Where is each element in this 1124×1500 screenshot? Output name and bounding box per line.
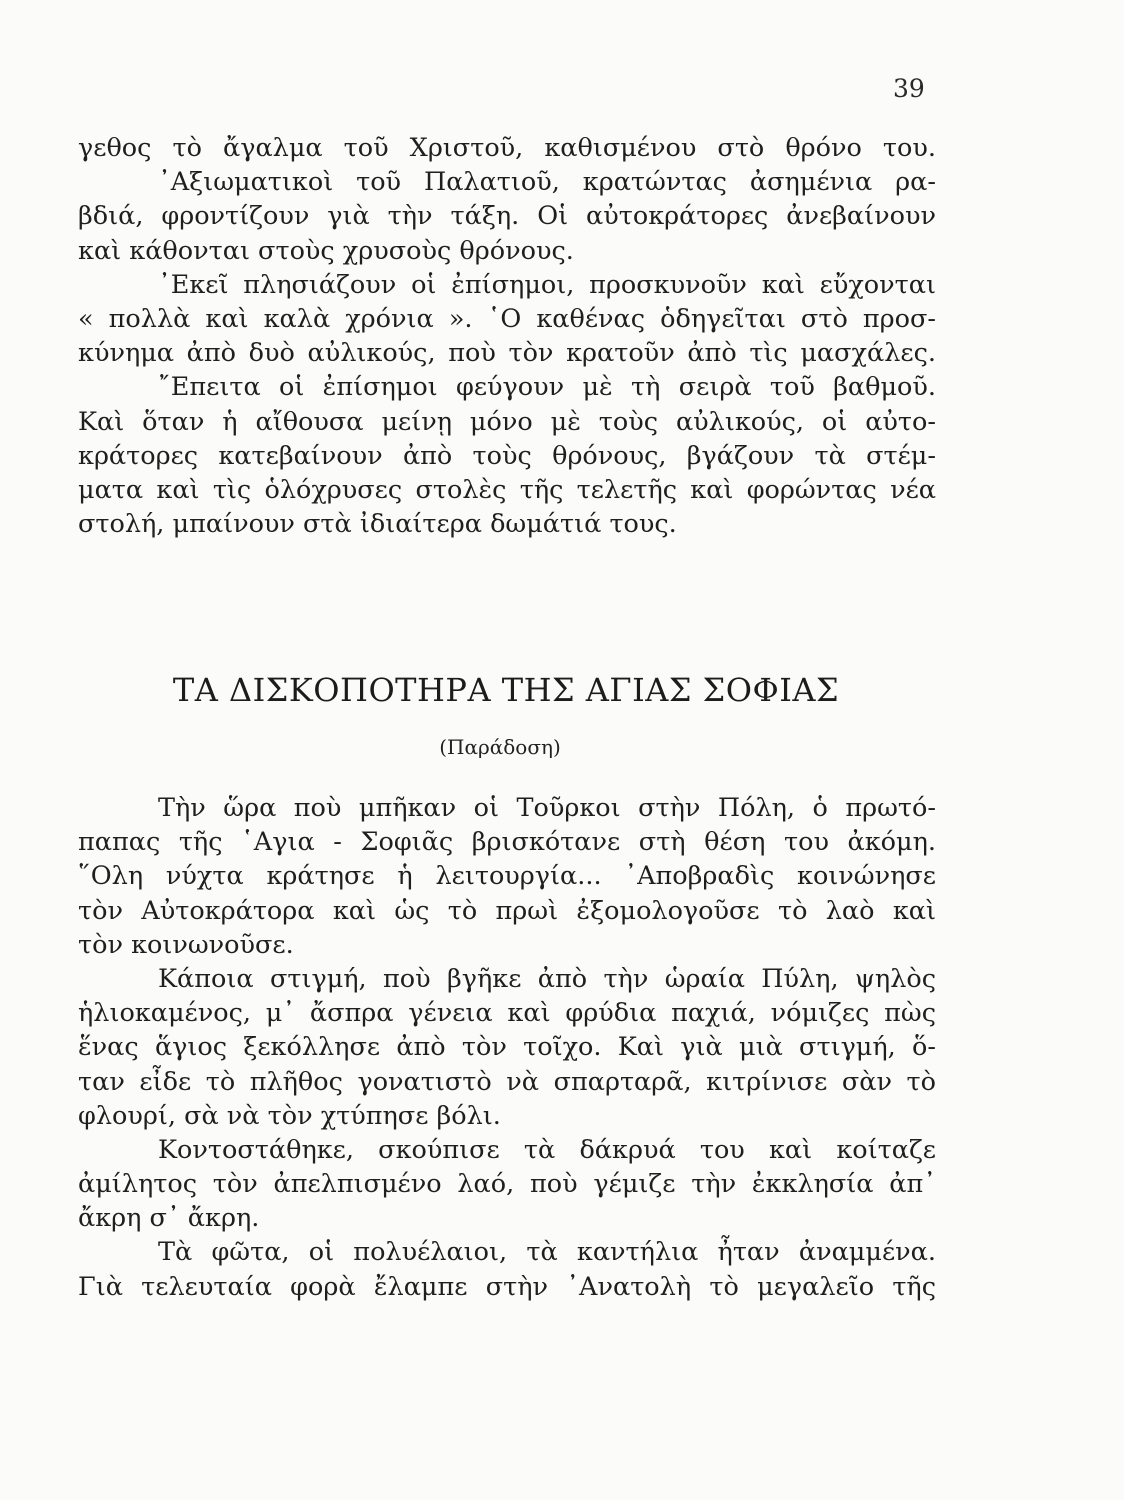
text-line: τὸν κοινωνοῦσε.: [78, 929, 294, 960]
section-subtitle: (Παράδοση): [439, 735, 561, 759]
text-line: ᾿Αξιωματικοὶ τοῦ Παλατιοῦ, κρατώντας ἀσημένια ρα-: [158, 167, 936, 198]
section-title: ΤΑ ΔΙΣΚΟΠΟΤΗΡΑ ΤΗΣ ΑΓΙΑΣ ΣΟΦΙΑΣ: [172, 671, 840, 709]
text-line: βδιά, φροντίζουν γιὰ τὴν τάξη. Οἱ αὐτοκράτορες ἀνεβαίνουν: [78, 201, 936, 232]
text-line: ᾿Εκεῖ πλησιάζουν οἱ ἐπίσημοι, προσκυνοῦν καὶ εὔχονται: [158, 269, 936, 300]
text-block-top: [78, 131, 936, 541]
text-line: ἄκρη σ᾿ ἄκρη.: [78, 1203, 260, 1234]
text-line: Τὰ φῶτα, οἱ πολυέλαιοι, τὰ καντήλια ἦταν ἀναμμένα.: [158, 1237, 936, 1268]
text-line: Γιὰ τελευταία φορὰ ἔλαμπε στὴν ᾿Ανατολὴ τὸ μεγαλεῖο τῆς: [78, 1271, 936, 1302]
text-line: Κοντοστάθηκε, σκούπισε τὰ δάκρυά του καὶ κοίταζε: [158, 1134, 936, 1165]
text-line: ῞Ολη νύχτα κράτησε ἡ λειτουργία... ᾿Αποβραδὶς κοινώνησε: [78, 861, 936, 892]
text-line: κράτορες κατεβαίνουν ἀπὸ τοὺς θρόνους, βγάζουν τὰ στέμ-: [78, 440, 936, 471]
text-line: φλουρί, σὰ νὰ τὸν χτύπησε βόλι.: [78, 1100, 501, 1131]
text-line: ἕνας ἅγιος ξεκόλλησε ἀπὸ τὸν τοῖχο. Καὶ γιὰ μιὰ στιγμή, ὅ-: [78, 1032, 936, 1063]
text-line: ἀμίλητος τὸν ἀπελπισμένο λαό, ποὺ γέμιζε τὴν ἐκκλησία ἀπ᾿: [78, 1169, 936, 1200]
text-line: τὸν Αὐτοκράτορα καὶ ὡς τὸ πρωὶ ἐξομολογοῦσε τὸ λαὸ καὶ: [78, 895, 936, 926]
text-line: Τὴν ὥρα ποὺ μπῆκαν οἱ Τοῦρκοι στὴν Πόλη, ὁ πρωτό-: [158, 793, 936, 823]
text-line: « πολλὰ καὶ καλὰ χρόνια ». ῾Ο καθένας ὁδηγεῖται στὸ προσ-: [78, 303, 936, 334]
text-line: καὶ κάθονται στοὺς χρυσοὺς θρόνους.: [78, 235, 574, 266]
text-line: ταν εἶδε τὸ πλῆθος γονατιστὸ νὰ σπαρταρᾶ, κιτρίνισε σὰν τὸ: [78, 1066, 936, 1097]
text-line: κύνημα ἀπὸ δυὸ αὐλικούς, ποὺ τὸν κρατοῦν ἀπὸ τὶς μασχάλες.: [78, 338, 936, 369]
text-line: παπας τῆς ῾Αγια - Σοφιᾶς βρισκότανε στὴ θέση του ἀκόμη.: [78, 827, 936, 858]
text-line: ῎Επειτα οἱ ἐπίσημοι φεύγουν μὲ τὴ σειρὰ τοῦ βαθμοῦ.: [158, 372, 936, 403]
text-block-bottom: [78, 791, 936, 1304]
text-line: ἡλιοκαμένος, μ᾿ ἄσπρα γένεια καὶ φρύδια παχιά, νόμιζες πὼς: [78, 998, 936, 1029]
text-line: ματα καὶ τὶς ὁλόχρυσες στολὲς τῆς τελετῆς καὶ φορώντας νέα: [78, 474, 936, 505]
text-line: Καὶ ὅταν ἡ αἴθουσα μείνῃ μόνο μὲ τοὺς αὐλικούς, οἱ αὐτο-: [78, 406, 936, 437]
text-line: γεθος τὸ ἄγαλμα τοῦ Χριστοῦ, καθισμένου στὸ θρόνο του.: [78, 133, 936, 163]
text-line: Κάποια στιγμή, ποὺ βγῆκε ἀπὸ τὴν ὡραία Πύλη, ψηλὸς: [158, 963, 936, 994]
page-number: 39: [893, 74, 925, 103]
text-line: στολή, μπαίνουν στὰ ἰδιαίτερα δωμάτιά τους.: [78, 509, 677, 540]
